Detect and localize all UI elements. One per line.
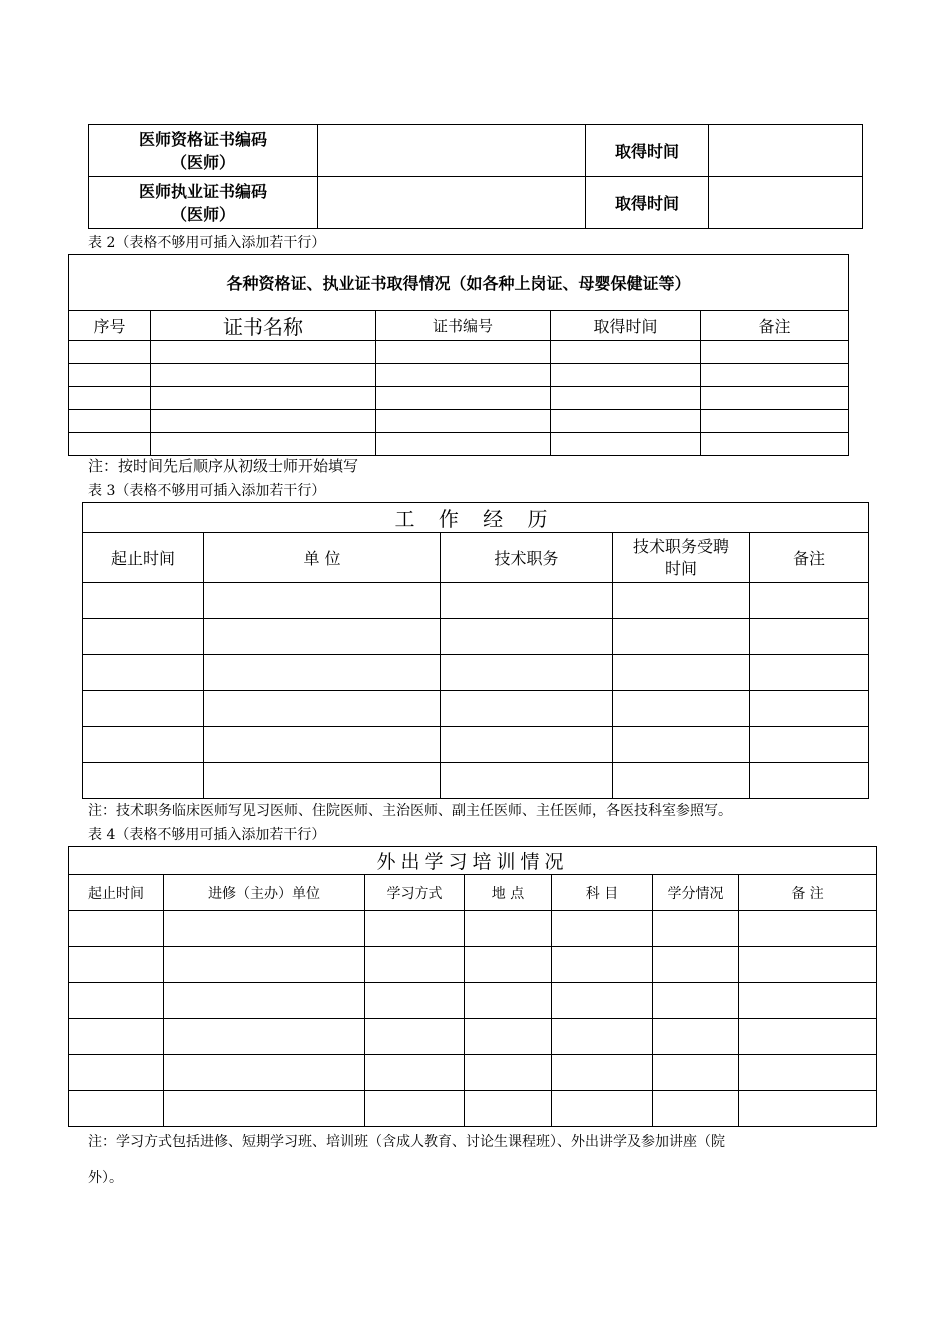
training-title: 外出学习培训情况	[69, 847, 877, 875]
table-row[interactable]	[69, 341, 849, 364]
header-period: 起止时间	[83, 533, 204, 583]
table-row[interactable]	[69, 364, 849, 387]
certificates-title: 各种资格证、执业证书取得情况（如各种上岗证、母婴保健证等）	[69, 255, 849, 311]
training-table	[68, 846, 877, 1127]
table-row[interactable]	[83, 619, 869, 655]
practice-cert-value[interactable]	[318, 177, 586, 229]
table-row[interactable]	[83, 763, 869, 799]
practice-time-value[interactable]	[709, 177, 863, 229]
header-obtain-time: 取得时间	[551, 311, 701, 341]
header-period: 起止时间	[69, 875, 164, 911]
header-cert-number: 证书编号	[376, 311, 551, 341]
qualification-cert-value[interactable]	[318, 125, 586, 177]
table-row[interactable]	[83, 583, 869, 619]
practice-cert-label: 医师执业证书编码 （医师）	[89, 177, 318, 229]
table2-caption: 表 2（表格不够用可插入添加若干行）	[88, 235, 326, 251]
qualification-time-value[interactable]	[709, 125, 863, 177]
practice-time-label: 取得时间	[586, 177, 709, 229]
table-row[interactable]	[69, 947, 877, 983]
certificates-table	[68, 254, 849, 456]
header-unit: 单 位	[204, 533, 441, 583]
qualification-cert-label: 医师资格证书编码 （医师）	[89, 125, 318, 177]
table-row[interactable]	[69, 387, 849, 410]
header-study-mode: 学习方式	[365, 875, 465, 911]
table-row[interactable]	[83, 655, 869, 691]
header-remarks: 备 注	[739, 875, 877, 911]
table4-note-line1: 注：学习方式包括进修、短期学习班、培训班（含成人教育、讨论生课程班）、外出讲学及参加讲座（院	[88, 1134, 725, 1150]
table-row[interactable]	[69, 433, 849, 456]
table3-caption: 表 3（表格不够用可插入添加若干行）	[88, 483, 326, 499]
header-cert-name: 证书名称	[151, 311, 376, 341]
work-history-table	[82, 502, 869, 799]
header-remarks: 备注	[750, 533, 869, 583]
table4-caption: 表 4（表格不够用可插入添加若干行）	[88, 827, 326, 843]
header-remarks: 备注	[701, 311, 849, 341]
table-row[interactable]	[69, 410, 849, 433]
header-host-unit: 进修（主办）单位	[164, 875, 365, 911]
table-row[interactable]	[69, 1019, 877, 1055]
table3-note: 注：技术职务临床医师写见习医师、住院医师、主治医师、副主任医师、主任医师，各医技科室参照写。	[88, 803, 732, 819]
header-subject: 科 目	[552, 875, 653, 911]
table-row[interactable]	[69, 911, 877, 947]
header-credits: 学分情况	[653, 875, 739, 911]
table-row[interactable]	[83, 691, 869, 727]
header-tech-title: 技术职务	[441, 533, 613, 583]
header-appoint-time: 技术职务受聘 时间	[613, 533, 750, 583]
work-history-title: 工 作 经 历	[83, 503, 869, 533]
qualification-time-label: 取得时间	[586, 125, 709, 177]
table4-note-line2: 外）。	[88, 1170, 123, 1186]
qualification-table	[88, 124, 863, 229]
table-row[interactable]	[69, 983, 877, 1019]
table2-note: 注：按时间先后顺序从初级士师开始填写	[88, 457, 359, 475]
header-location: 地 点	[465, 875, 552, 911]
table-row[interactable]	[69, 1091, 877, 1127]
table-row[interactable]	[83, 727, 869, 763]
table-row[interactable]	[69, 1055, 877, 1091]
header-index: 序号	[69, 311, 151, 341]
